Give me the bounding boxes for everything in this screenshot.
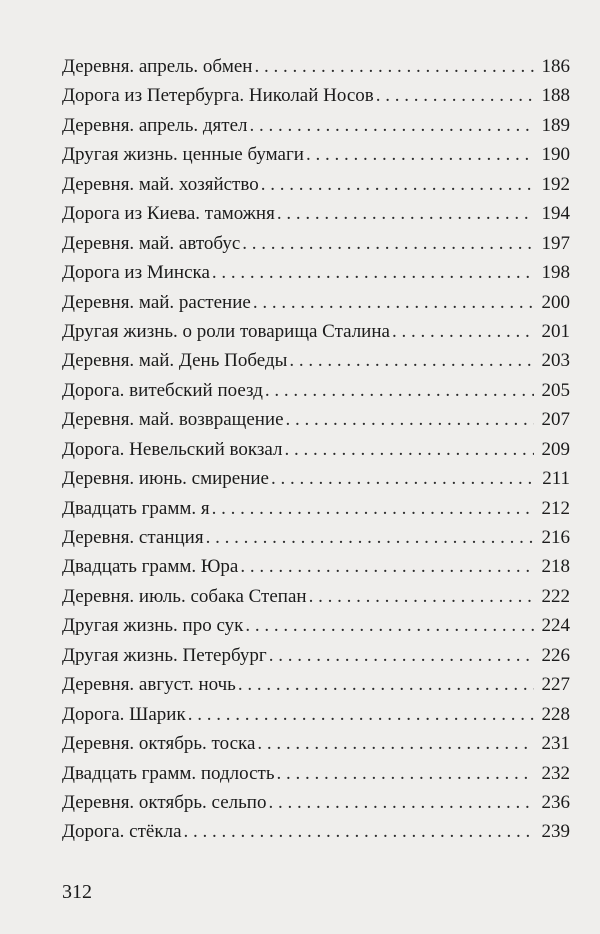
toc-entry — [62, 523, 570, 552]
toc-entry-page: 226 — [541, 644, 570, 666]
dot-leader — [271, 464, 534, 493]
dot-leader — [238, 670, 534, 699]
toc-entry — [62, 346, 570, 375]
toc-entry-title: Деревня. апрель. дятел — [62, 114, 248, 136]
toc-entry-title: Деревня. октябрь. сельпо — [62, 791, 267, 813]
dot-leader — [286, 405, 534, 434]
toc-entry-page: 239 — [541, 821, 570, 843]
toc-entry-title: Другая жизнь. Петербург — [62, 644, 267, 666]
toc-entry — [62, 229, 570, 258]
dot-leader — [254, 52, 534, 81]
toc-entry-title: Дорога. витебский поезд — [62, 379, 263, 401]
toc-entry-title: Другая жизнь. про сук — [62, 615, 244, 637]
toc-entry-title: Двадцать грамм. подлость — [62, 762, 275, 784]
toc-entry — [62, 464, 570, 493]
toc-entry — [62, 788, 570, 817]
toc-entry-page: 205 — [541, 379, 570, 401]
toc-entry — [62, 435, 570, 464]
toc-entry — [62, 52, 570, 81]
toc-entry-title: Деревня. май. День Победы — [62, 350, 288, 372]
dot-leader — [376, 81, 534, 110]
toc-entry-title: Дорога из Киева. таможня — [62, 203, 275, 225]
toc-entry-page: 190 — [541, 144, 570, 166]
toc-entry-page: 224 — [541, 615, 570, 637]
toc-entry-title: Деревня. май. автобус — [62, 232, 241, 254]
toc-entry-title: Деревня. май. растение — [62, 291, 251, 313]
toc-entry-page: 216 — [541, 527, 570, 548]
dot-leader — [284, 435, 534, 464]
dot-leader — [309, 582, 534, 611]
toc-entry-page: 231 — [541, 733, 570, 755]
toc-entry-title: Деревня. станция — [62, 527, 204, 548]
toc-entry — [62, 405, 570, 434]
toc-entry-page: 189 — [541, 114, 570, 136]
toc-entry-page: 227 — [541, 674, 570, 696]
toc-entry-title: Другая жизнь. ценные бумаги — [62, 144, 304, 166]
toc-entry — [62, 199, 570, 228]
toc-entry-page: 209 — [541, 438, 570, 460]
toc-entry — [62, 140, 570, 169]
toc-entry — [62, 376, 570, 405]
toc-entry-title: Деревня. май. хозяйство — [62, 173, 259, 195]
toc-entry-title: Дорога из Минска — [62, 262, 210, 284]
toc-entry-page: 188 — [541, 85, 570, 107]
dot-leader — [392, 317, 534, 346]
dot-leader — [269, 641, 534, 670]
toc-entry — [62, 670, 570, 699]
dot-leader — [240, 552, 534, 581]
toc-entry-page: 192 — [541, 173, 570, 195]
toc-entry — [62, 494, 570, 523]
dot-leader — [188, 700, 534, 729]
page-number: 312 — [62, 881, 92, 903]
dot-leader — [245, 611, 534, 640]
toc-entry — [62, 611, 570, 640]
dot-leader — [277, 199, 534, 228]
toc-entry-page: 194 — [541, 203, 570, 225]
toc-entry-title: Деревня. июнь. смирение — [62, 468, 269, 490]
toc-entry — [62, 317, 570, 346]
toc-entry-title: Другая жизнь. о роли товарища Сталина — [62, 320, 390, 342]
toc-entry-title: Деревня. август. ночь — [62, 674, 236, 696]
toc-entry — [62, 817, 570, 846]
toc-entry-page: 201 — [541, 320, 570, 342]
toc-entry-page: 218 — [541, 556, 570, 578]
dot-leader — [289, 346, 534, 375]
toc-entry-title: Дорога. стёкла — [62, 821, 182, 843]
toc-entry-title: Дорога. Невельский вокзал — [62, 438, 283, 460]
toc-entry — [62, 258, 570, 287]
dot-leader — [261, 170, 534, 199]
toc-entry-title: Деревня. апрель. обмен — [62, 56, 253, 77]
toc-entry-title: Деревня. июль. собака Степан — [62, 585, 307, 607]
toc-entry-page: 211 — [542, 468, 570, 490]
dot-leader — [242, 229, 534, 258]
toc-entry — [62, 759, 570, 788]
toc-entry-title: Дорога из Петербурга. Николай Носов — [62, 85, 374, 107]
dot-leader — [277, 759, 534, 788]
toc-entry-title: Двадцать грамм. я — [62, 497, 210, 519]
toc-entry-title: Деревня. май. возвращение — [62, 409, 284, 431]
toc-entry-page: 203 — [541, 350, 570, 372]
toc-entry-title: Дорога. Шарик — [62, 703, 186, 725]
toc-entry-page: 200 — [541, 291, 570, 313]
toc-entry — [62, 111, 570, 140]
dot-leader — [212, 494, 534, 523]
dot-leader — [265, 376, 534, 405]
toc-entry-page: 236 — [541, 791, 570, 813]
toc-entry-title: Деревня. октябрь. тоска — [62, 733, 256, 755]
toc-entry — [62, 700, 570, 729]
toc-entry — [62, 81, 570, 110]
toc-entry-page: 197 — [541, 232, 570, 254]
dot-leader — [253, 288, 534, 317]
toc-entry-page: 232 — [541, 762, 570, 784]
toc-entry — [62, 170, 570, 199]
toc-entry — [62, 729, 570, 758]
dot-leader — [306, 140, 534, 169]
dot-leader — [268, 788, 534, 817]
toc-entry — [62, 288, 570, 317]
dot-leader — [206, 523, 534, 552]
toc-entry — [62, 582, 570, 611]
table-of-contents — [62, 52, 570, 847]
toc-entry — [62, 641, 570, 670]
toc-entry-page: 222 — [541, 585, 570, 607]
dot-leader — [250, 111, 535, 140]
toc-entry-page: 207 — [541, 409, 570, 431]
dot-leader — [184, 817, 534, 846]
toc-entry-title: Двадцать грамм. Юра — [62, 556, 239, 578]
toc-entry-page: 186 — [541, 56, 570, 77]
dot-leader — [257, 729, 534, 758]
toc-entry-page: 228 — [541, 703, 570, 725]
toc-entry-page: 212 — [541, 497, 570, 519]
toc-entry-page: 198 — [541, 262, 570, 284]
dot-leader — [212, 258, 534, 287]
toc-entry — [62, 552, 570, 581]
